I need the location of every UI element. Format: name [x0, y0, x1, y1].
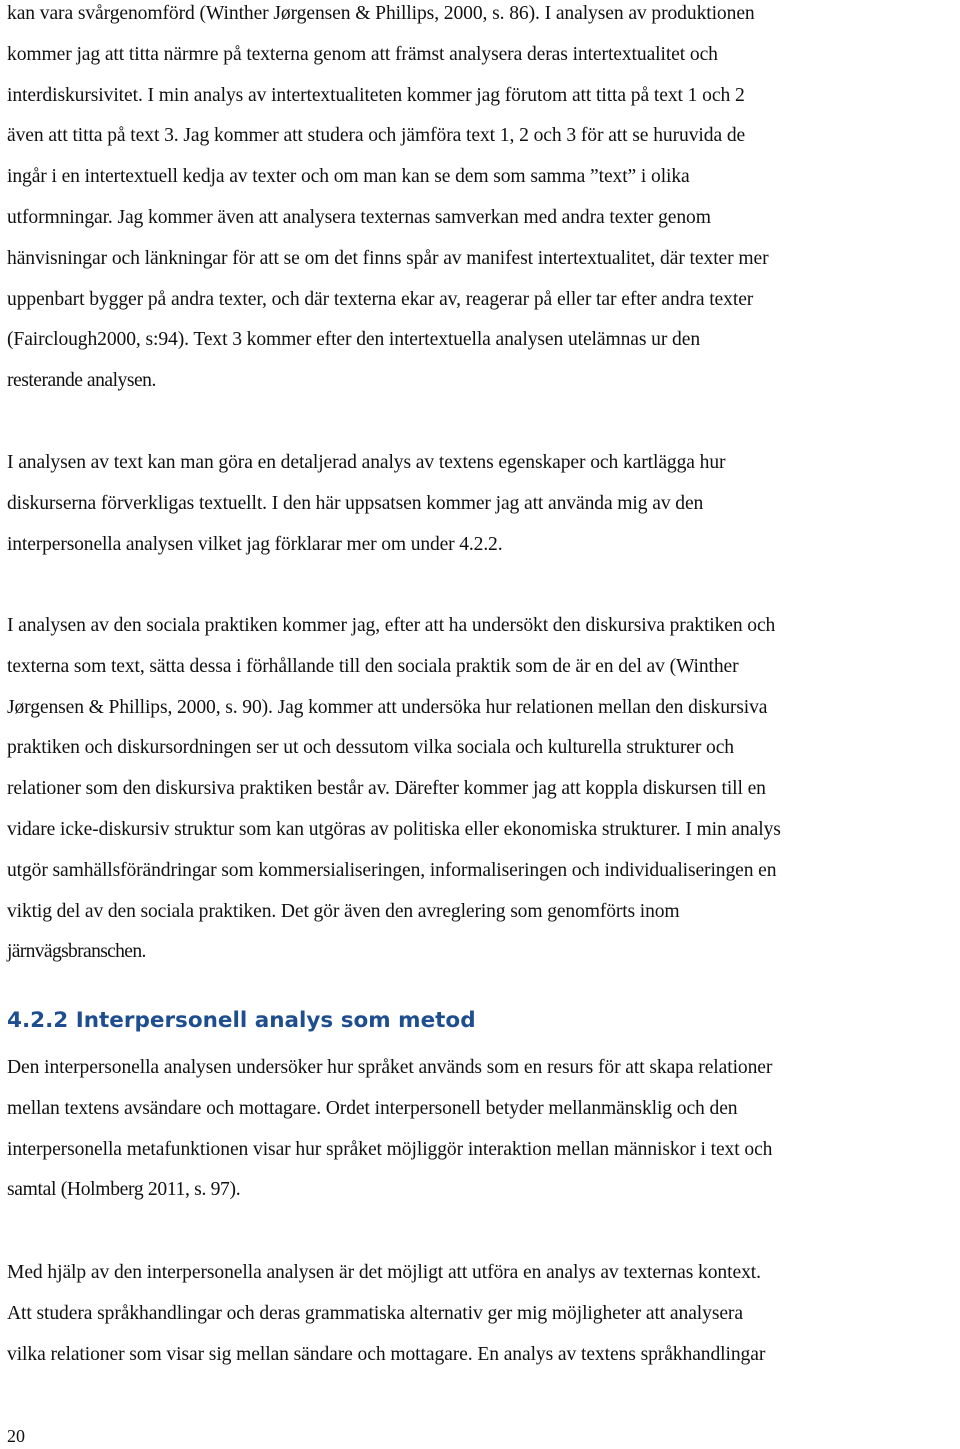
- text-line: vidare icke-diskursiv struktur som kan utgöras av politiska eller ekonomiska strukturer. I min analys: [7, 818, 781, 840]
- text-line: diskurserna förverkligas textuellt. I den här uppsatsen kommer jag att använda mig av den: [7, 492, 704, 514]
- page-number: 20: [7, 1426, 25, 1446]
- text-line: resterande analysen.: [7, 370, 156, 392]
- text-line: interdiskursivitet. I min analys av intertextualiteten kommer jag förutom att titta på text 1 och 2: [7, 84, 745, 106]
- text-line: (Fairclough2000, s:94). Text 3 kommer efter den intertextuella analysen utelämnas ur den: [7, 329, 701, 351]
- text-line: Att studera språkhandlingar och deras grammatiska alternativ ger mig möjligheter att analysera: [7, 1302, 743, 1324]
- text-line: Jørgensen & Phillips, 2000, s. 90). Jag kommer att undersöka hur relationen mellan den diskursiva: [7, 696, 768, 718]
- paragraph-interpersonal-analysis: [7, 1048, 956, 1211]
- text-line: hänvisningar och länkningar för att se om det finns spår av manifest intertextualitet, där texter mer: [7, 247, 769, 269]
- paragraph-production-analysis: [7, 0, 956, 402]
- text-line: Med hjälp av den interpersonella analysen är det möjligt att utföra en analys av texternas kontext.: [7, 1262, 761, 1283]
- text-line: utformningar. Jag kommer även att analysera texternas samverkan med andra texter genom: [7, 206, 711, 228]
- text-line: texterna som text, sätta dessa i förhållande till den sociala praktik som de är en del av (Winther: [7, 655, 739, 677]
- paragraph-context-analysis: [7, 1253, 956, 1375]
- text-line: mellan textens avsändare och mottagare. Ordet interpersonell betyder mellanmänsklig och den: [7, 1097, 738, 1119]
- text-line: även att titta på text 3. Jag kommer att studera och jämföra text 1, 2 och 3 för att se huruvida de: [7, 125, 746, 147]
- text-line: kommer jag att titta närmre på texterna genom att främst analysera deras intertextualitet och: [7, 43, 718, 65]
- text-line: I analysen av text kan man göra en detaljerad analys av textens egenskaper och kartlägga hur: [7, 452, 726, 473]
- section-heading: 4.2.2 Interpersonell analys som metod: [7, 1008, 476, 1033]
- text-line: utgör samhällsförändringar som kommersialiseringen, informaliseringen och individualiseringen en: [7, 859, 777, 881]
- text-line: samtal (Holmberg 2011, s. 97).: [7, 1179, 241, 1201]
- text-line: interpersonella metafunktionen visar hur språket möjliggör interaktion mellan människor i text och: [7, 1138, 773, 1160]
- paragraph-social-practice: [7, 606, 958, 973]
- text-line: I analysen av den sociala praktiken kommer jag, efter att ha undersökt den diskursiva praktiken och: [7, 615, 776, 636]
- text-line: viktig del av den sociala praktiken. Det gör även den avreglering som genomförts inom: [7, 900, 680, 922]
- text-line: ingår i en intertextuell kedja av texter och om man kan se dem som samma ”text” i olika: [7, 166, 690, 188]
- text-line: uppenbart bygger på andra texter, och där texterna ekar av, reagerar på eller tar efter andra texter: [7, 288, 754, 310]
- text-line: interpersonella analysen vilket jag förklarar mer om under 4.2.2.: [7, 533, 503, 555]
- text-line: praktiken och diskursordningen ser ut och dessutom vilka sociala och kulturella strukturer och: [7, 737, 734, 759]
- text-line: kan vara svårgenomförd (Winther Jørgensen & Phillips, 2000, s. 86). I analysen av produktionen: [7, 3, 755, 24]
- text-line: vilka relationer som visar sig mellan sändare och mottagare. En analys av textens språkhandlingar: [7, 1343, 766, 1365]
- text-line: relationer som den diskursiva praktiken består av. Därefter kommer jag att koppla diskursen till en: [7, 778, 766, 800]
- paragraph-text-analysis: [7, 443, 956, 565]
- text-line: Den interpersonella analysen undersöker hur språket används som en resurs för att skapa relationer: [7, 1057, 773, 1078]
- text-line: järnvägsbranschen.: [7, 941, 146, 963]
